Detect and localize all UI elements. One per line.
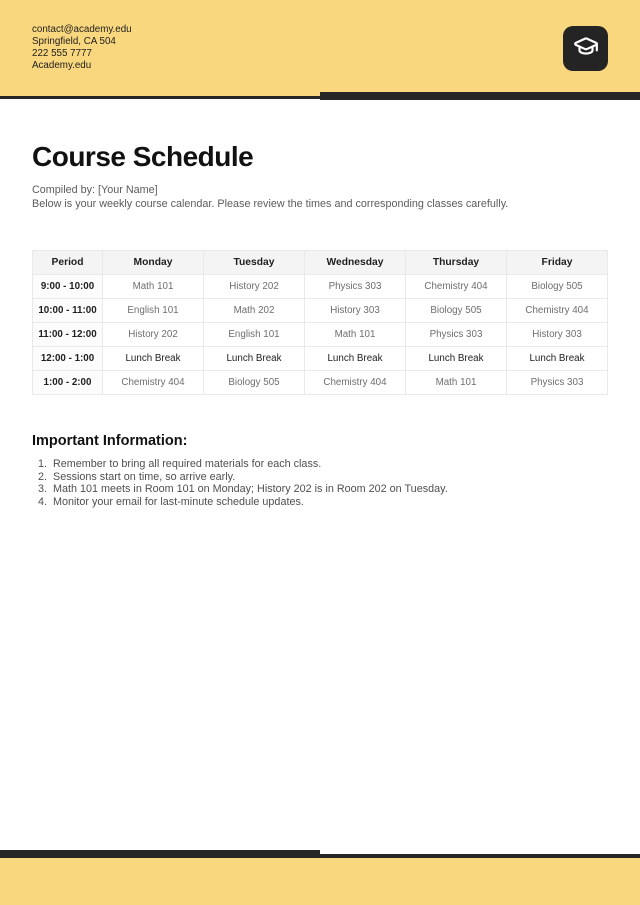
schedule-cell: English 101 <box>204 323 305 347</box>
period-cell: 11:00 - 12:00 <box>33 323 103 347</box>
schedule-cell: Chemistry 404 <box>305 371 406 395</box>
letterhead-header <box>0 0 640 100</box>
schedule-cell: Chemistry 404 <box>103 371 204 395</box>
compiled-by-line: Compiled by: [Your Name] <box>32 184 158 197</box>
list-item: 2. Sessions start on time, so arrive early. <box>50 471 608 484</box>
list-item: 3. Math 101 meets in Room 101 on Monday; History 202 is in Room 202 on Tuesday. <box>50 483 608 496</box>
schedule-cell: Physics 303 <box>305 275 406 299</box>
schedule-cell: History 202 <box>204 275 305 299</box>
graduation-cap-icon <box>573 33 599 64</box>
schedule-cell: Math 101 <box>406 371 507 395</box>
schedule-cell: Biology 505 <box>204 371 305 395</box>
schedule-cell: History 303 <box>305 299 406 323</box>
header-divider-thick <box>320 92 640 100</box>
schedule-cell: Chemistry 404 <box>406 275 507 299</box>
contact-phone: 222 555 7777 <box>32 48 92 59</box>
footer-divider-thick <box>0 850 320 858</box>
page-title: Course Schedule <box>32 141 254 172</box>
intro-description: Below is your weekly course calendar. Please review the times and corresponding classes carefully. <box>32 198 509 211</box>
header-divider-thin <box>0 96 320 99</box>
letterhead-footer <box>0 850 640 905</box>
schedule-cell: Physics 303 <box>406 323 507 347</box>
schedule-cell: History 303 <box>507 323 608 347</box>
schedule-cell: Lunch Break <box>204 347 305 371</box>
period-cell: 1:00 - 2:00 <box>33 371 103 395</box>
list-item: 4. Monitor your email for last-minute schedule updates. <box>50 496 608 509</box>
footer-yellow-band <box>0 858 640 905</box>
col-header-tuesday: Tuesday <box>204 251 305 275</box>
schedule-cell: Math 202 <box>204 299 305 323</box>
table-row <box>33 323 608 347</box>
col-header-period: Period <box>33 251 103 275</box>
contact-address: Springfield, CA 504 <box>32 36 116 47</box>
schedule-cell: Lunch Break <box>507 347 608 371</box>
schedule-table <box>32 250 608 395</box>
schedule-cell: Lunch Break <box>406 347 507 371</box>
period-cell: 12:00 - 1:00 <box>33 347 103 371</box>
table-header-row <box>33 251 608 275</box>
col-header-thursday: Thursday <box>406 251 507 275</box>
contact-website: Academy.edu <box>32 60 92 71</box>
schedule-cell: Math 101 <box>305 323 406 347</box>
contact-block <box>32 24 132 72</box>
schedule-cell: Lunch Break <box>103 347 204 371</box>
footer-divider <box>0 850 640 858</box>
logo-badge <box>563 26 608 71</box>
important-info-heading: Important Information: <box>32 433 188 450</box>
document-body <box>0 141 640 508</box>
schedule-cell: Physics 303 <box>507 371 608 395</box>
schedule-cell: Biology 505 <box>406 299 507 323</box>
period-cell: 10:00 - 11:00 <box>33 299 103 323</box>
footer-divider-thin <box>320 854 640 858</box>
schedule-cell: Chemistry 404 <box>507 299 608 323</box>
list-item: 1. Remember to bring all required materials for each class. <box>50 458 608 471</box>
schedule-cell: Biology 505 <box>507 275 608 299</box>
schedule-cell: English 101 <box>103 299 204 323</box>
schedule-cell: History 202 <box>103 323 204 347</box>
schedule-cell: Math 101 <box>103 275 204 299</box>
contact-email: contact@academy.edu <box>32 24 132 35</box>
col-header-wednesday: Wednesday <box>305 251 406 275</box>
table-row <box>33 371 608 395</box>
schedule-cell: Lunch Break <box>305 347 406 371</box>
table-row <box>33 299 608 323</box>
table-row <box>33 275 608 299</box>
table-row-lunch <box>33 347 608 371</box>
col-header-friday: Friday <box>507 251 608 275</box>
important-info-list <box>32 458 608 508</box>
period-cell: 9:00 - 10:00 <box>33 275 103 299</box>
col-header-monday: Monday <box>103 251 204 275</box>
